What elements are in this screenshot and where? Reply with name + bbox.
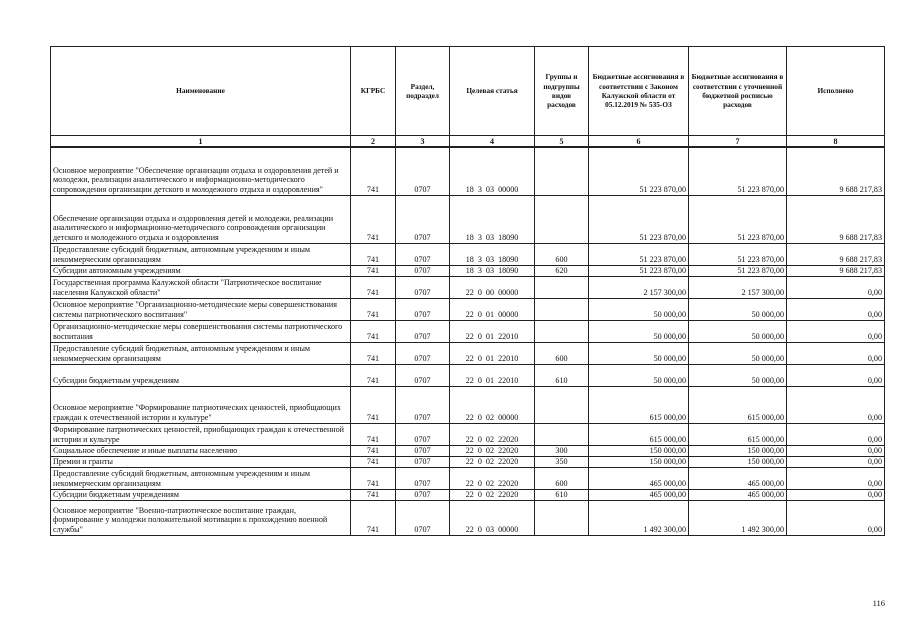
row-group: 350 bbox=[535, 456, 589, 467]
row-executed-amount: 9 688 217,83 bbox=[787, 265, 885, 276]
table-row bbox=[51, 276, 885, 298]
table-row bbox=[51, 265, 885, 276]
row-refined-amount: 465 000,00 bbox=[689, 467, 787, 489]
row-law-amount: 150 000,00 bbox=[589, 445, 689, 456]
table-row bbox=[51, 467, 885, 489]
header-section: Раздел, подраздел bbox=[396, 47, 450, 136]
column-number: 5 bbox=[535, 136, 589, 148]
row-name: Основное мероприятие "Военно-патриотическое воспитание граждан, формирование у молодежи положительной мотивации к прохождению военной службы" bbox=[51, 500, 351, 535]
table-row bbox=[51, 364, 885, 386]
column-number: 3 bbox=[396, 136, 450, 148]
row-group bbox=[535, 386, 589, 423]
row-section: 0707 bbox=[396, 243, 450, 265]
row-kgrbs: 741 bbox=[351, 489, 396, 500]
row-law-amount: 615 000,00 bbox=[589, 423, 689, 445]
row-section: 0707 bbox=[396, 364, 450, 386]
header-kgrbs: КГРБС bbox=[351, 47, 396, 136]
row-law-amount: 50 000,00 bbox=[589, 298, 689, 320]
row-section: 0707 bbox=[396, 276, 450, 298]
header-refined: Бюджетные ассигнования в соответствии с уточненной бюджетной росписью расходов bbox=[689, 47, 787, 136]
row-group: 620 bbox=[535, 265, 589, 276]
table-row bbox=[51, 445, 885, 456]
row-refined-amount: 150 000,00 bbox=[689, 456, 787, 467]
row-law-amount: 50 000,00 bbox=[589, 320, 689, 342]
table-row bbox=[51, 500, 885, 535]
row-executed-amount: 9 688 217,83 bbox=[787, 147, 885, 195]
row-target: 18 3 03 18090 bbox=[450, 195, 535, 243]
column-number: 6 bbox=[589, 136, 689, 148]
row-kgrbs: 741 bbox=[351, 298, 396, 320]
row-section: 0707 bbox=[396, 445, 450, 456]
row-refined-amount: 615 000,00 bbox=[689, 386, 787, 423]
row-group: 610 bbox=[535, 489, 589, 500]
row-group bbox=[535, 500, 589, 535]
table-row bbox=[51, 320, 885, 342]
row-executed-amount: 9 688 217,83 bbox=[787, 195, 885, 243]
row-target: 22 0 02 22020 bbox=[450, 445, 535, 456]
column-number: 2 bbox=[351, 136, 396, 148]
header-target: Целевая статья bbox=[450, 47, 535, 136]
budget-table bbox=[50, 46, 885, 536]
column-number: 4 bbox=[450, 136, 535, 148]
header-law: Бюджетные ассигнования в соответствии с Законом Калужской области от 05.12.2019 № 535-ОЗ bbox=[589, 47, 689, 136]
row-kgrbs: 741 bbox=[351, 467, 396, 489]
row-section: 0707 bbox=[396, 500, 450, 535]
row-target: 22 0 02 22020 bbox=[450, 456, 535, 467]
row-kgrbs: 741 bbox=[351, 265, 396, 276]
table-row bbox=[51, 489, 885, 500]
row-target: 22 0 02 22020 bbox=[450, 423, 535, 445]
row-group: 610 bbox=[535, 364, 589, 386]
row-executed-amount: 0,00 bbox=[787, 320, 885, 342]
row-refined-amount: 150 000,00 bbox=[689, 445, 787, 456]
row-refined-amount: 50 000,00 bbox=[689, 364, 787, 386]
row-section: 0707 bbox=[396, 265, 450, 276]
row-refined-amount: 465 000,00 bbox=[689, 489, 787, 500]
row-law-amount: 50 000,00 bbox=[589, 364, 689, 386]
row-kgrbs: 741 bbox=[351, 320, 396, 342]
row-name: Основное мероприятие "Формирование патриотических ценностей, приобщающих граждан к отечественной истории и культуре" bbox=[51, 386, 351, 423]
row-target: 22 0 02 22020 bbox=[450, 467, 535, 489]
row-section: 0707 bbox=[396, 456, 450, 467]
column-number-row bbox=[51, 136, 885, 148]
table-row bbox=[51, 147, 885, 195]
row-law-amount: 51 223 870,00 bbox=[589, 243, 689, 265]
row-name: Организационно-методические меры совершенствования системы патриотического воспитания bbox=[51, 320, 351, 342]
column-number: 1 bbox=[51, 136, 351, 148]
row-name: Основное мероприятие "Организационно-методические меры совершенствования системы патриотического воспитания" bbox=[51, 298, 351, 320]
row-executed-amount: 0,00 bbox=[787, 364, 885, 386]
column-number: 7 bbox=[689, 136, 787, 148]
row-executed-amount: 0,00 bbox=[787, 489, 885, 500]
row-kgrbs: 741 bbox=[351, 445, 396, 456]
row-section: 0707 bbox=[396, 467, 450, 489]
row-kgrbs: 741 bbox=[351, 147, 396, 195]
row-section: 0707 bbox=[396, 147, 450, 195]
row-kgrbs: 741 bbox=[351, 386, 396, 423]
row-refined-amount: 50 000,00 bbox=[689, 320, 787, 342]
row-law-amount: 51 223 870,00 bbox=[589, 147, 689, 195]
row-executed-amount: 0,00 bbox=[787, 456, 885, 467]
row-target: 18 3 03 18090 bbox=[450, 243, 535, 265]
row-executed-amount: 0,00 bbox=[787, 298, 885, 320]
row-group: 300 bbox=[535, 445, 589, 456]
row-refined-amount: 2 157 300,00 bbox=[689, 276, 787, 298]
table-row bbox=[51, 342, 885, 364]
row-refined-amount: 51 223 870,00 bbox=[689, 243, 787, 265]
row-executed-amount: 0,00 bbox=[787, 445, 885, 456]
table-row bbox=[51, 386, 885, 423]
row-section: 0707 bbox=[396, 489, 450, 500]
row-executed-amount: 0,00 bbox=[787, 276, 885, 298]
row-target: 22 0 01 22010 bbox=[450, 320, 535, 342]
header-row bbox=[51, 47, 885, 136]
row-target: 18 3 03 00000 bbox=[450, 147, 535, 195]
page-number: 116 bbox=[872, 598, 885, 608]
row-kgrbs: 741 bbox=[351, 243, 396, 265]
row-law-amount: 50 000,00 bbox=[589, 342, 689, 364]
row-kgrbs: 741 bbox=[351, 364, 396, 386]
row-law-amount: 51 223 870,00 bbox=[589, 265, 689, 276]
row-law-amount: 2 157 300,00 bbox=[589, 276, 689, 298]
row-target: 22 0 03 00000 bbox=[450, 500, 535, 535]
row-name: Субсидии бюджетным учреждениям bbox=[51, 364, 351, 386]
table-row bbox=[51, 298, 885, 320]
row-kgrbs: 741 bbox=[351, 456, 396, 467]
row-name: Основное мероприятие "Обеспечение организации отдыха и оздоровления детей и молодежи, реализации аналитического и информационно-методического сопровождения организации детского и молодежного отдыха и оздоровления" bbox=[51, 147, 351, 195]
row-target: 22 0 02 22020 bbox=[450, 489, 535, 500]
row-law-amount: 51 223 870,00 bbox=[589, 195, 689, 243]
row-target: 22 0 01 22010 bbox=[450, 364, 535, 386]
row-target: 22 0 00 00000 bbox=[450, 276, 535, 298]
row-group: 600 bbox=[535, 243, 589, 265]
row-group bbox=[535, 276, 589, 298]
row-name: Субсидии автономным учреждениям bbox=[51, 265, 351, 276]
row-executed-amount: 0,00 bbox=[787, 500, 885, 535]
row-kgrbs: 741 bbox=[351, 276, 396, 298]
column-number: 8 bbox=[787, 136, 885, 148]
row-section: 0707 bbox=[396, 386, 450, 423]
row-name: Премии и гранты bbox=[51, 456, 351, 467]
row-kgrbs: 741 bbox=[351, 342, 396, 364]
table-body bbox=[51, 147, 885, 535]
row-law-amount: 465 000,00 bbox=[589, 489, 689, 500]
table-row bbox=[51, 423, 885, 445]
row-kgrbs: 741 bbox=[351, 423, 396, 445]
row-name: Предоставление субсидий бюджетным, автономным учреждениям и иным некоммерческим организациям bbox=[51, 467, 351, 489]
row-executed-amount: 0,00 bbox=[787, 423, 885, 445]
row-refined-amount: 50 000,00 bbox=[689, 342, 787, 364]
row-group bbox=[535, 423, 589, 445]
row-executed-amount: 0,00 bbox=[787, 467, 885, 489]
row-target: 18 3 03 18090 bbox=[450, 265, 535, 276]
row-group bbox=[535, 147, 589, 195]
row-name: Формирование патриотических ценностей, приобщающих граждан к отечественной истории и культуре bbox=[51, 423, 351, 445]
row-law-amount: 465 000,00 bbox=[589, 467, 689, 489]
row-executed-amount: 0,00 bbox=[787, 342, 885, 364]
row-group: 600 bbox=[535, 467, 589, 489]
row-law-amount: 615 000,00 bbox=[589, 386, 689, 423]
row-name: Предоставление субсидий бюджетным, автономным учреждениям и иным некоммерческим организациям bbox=[51, 243, 351, 265]
row-section: 0707 bbox=[396, 298, 450, 320]
row-target: 22 0 01 00000 bbox=[450, 298, 535, 320]
row-executed-amount: 9 688 217,83 bbox=[787, 243, 885, 265]
row-refined-amount: 51 223 870,00 bbox=[689, 195, 787, 243]
row-refined-amount: 1 492 300,00 bbox=[689, 500, 787, 535]
header-executed: Исполнено bbox=[787, 47, 885, 136]
row-kgrbs: 741 bbox=[351, 500, 396, 535]
row-section: 0707 bbox=[396, 195, 450, 243]
row-target: 22 0 02 00000 bbox=[450, 386, 535, 423]
header-group: Группы и подгруппы видов расходов bbox=[535, 47, 589, 136]
row-name: Социальное обеспечение и иные выплаты населению bbox=[51, 445, 351, 456]
row-law-amount: 150 000,00 bbox=[589, 456, 689, 467]
row-refined-amount: 51 223 870,00 bbox=[689, 147, 787, 195]
row-refined-amount: 615 000,00 bbox=[689, 423, 787, 445]
row-name: Государственная программа Калужской области "Патриотическое воспитание населения Калужской области" bbox=[51, 276, 351, 298]
row-name: Обеспечение организации отдыха и оздоровления детей и молодежи, реализации аналитического и информационно-методического сопровождения организации детского и молодежного отдыха и оздоровления bbox=[51, 195, 351, 243]
row-target: 22 0 01 22010 bbox=[450, 342, 535, 364]
row-name: Предоставление субсидий бюджетным, автономным учреждениям и иным некоммерческим организациям bbox=[51, 342, 351, 364]
row-name: Субсидии бюджетным учреждениям bbox=[51, 489, 351, 500]
table-row bbox=[51, 456, 885, 467]
row-refined-amount: 50 000,00 bbox=[689, 298, 787, 320]
row-group bbox=[535, 320, 589, 342]
row-section: 0707 bbox=[396, 342, 450, 364]
row-kgrbs: 741 bbox=[351, 195, 396, 243]
table-row bbox=[51, 243, 885, 265]
row-group bbox=[535, 195, 589, 243]
row-group: 600 bbox=[535, 342, 589, 364]
row-group bbox=[535, 298, 589, 320]
row-section: 0707 bbox=[396, 320, 450, 342]
row-refined-amount: 51 223 870,00 bbox=[689, 265, 787, 276]
table-row bbox=[51, 195, 885, 243]
row-section: 0707 bbox=[396, 423, 450, 445]
row-law-amount: 1 492 300,00 bbox=[589, 500, 689, 535]
row-executed-amount: 0,00 bbox=[787, 386, 885, 423]
header-name: Наименование bbox=[51, 47, 351, 136]
